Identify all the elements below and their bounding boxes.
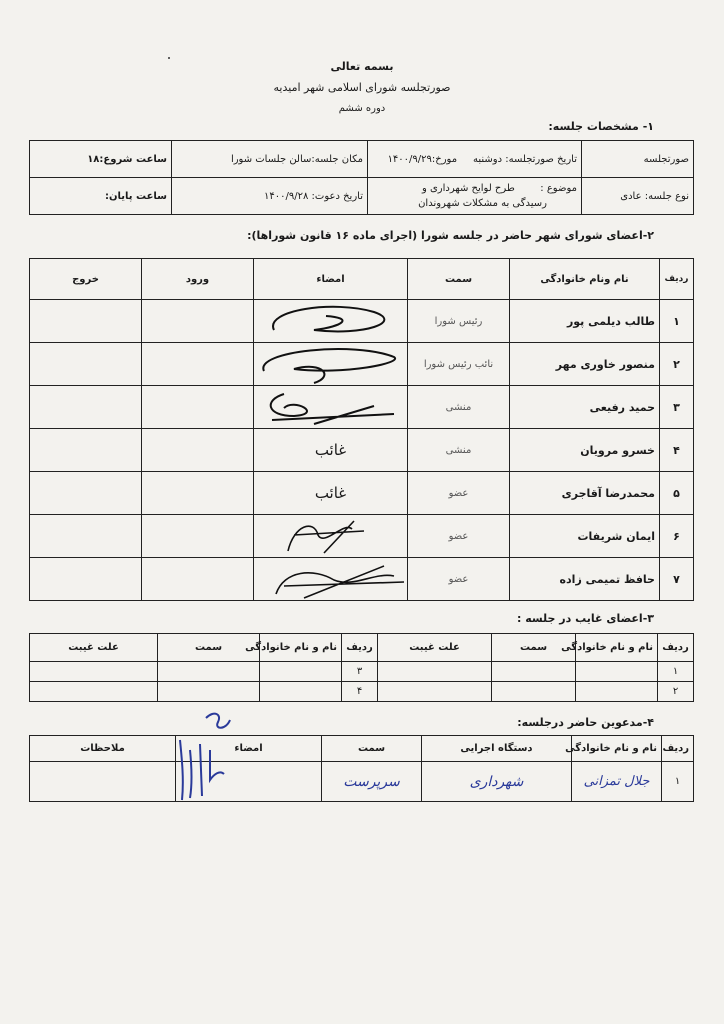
signature-drawing xyxy=(254,300,408,342)
member-row: ۷ حافظ تمیمی زاده عضو xyxy=(30,558,694,601)
absent-row: ۲ ۴ xyxy=(30,682,694,702)
section1-title: ۱- مشخصات جلسه: xyxy=(548,120,654,133)
header-bismillah: بسمه تعالی xyxy=(330,60,394,73)
col-signature: امضاء xyxy=(254,259,408,300)
session-info-table xyxy=(29,140,694,215)
subject-line2: رسیدگی به مشکلات شهروندان xyxy=(418,198,547,209)
session-end: ساعت پایان: xyxy=(30,178,172,215)
signature-cell xyxy=(254,515,408,558)
member-name: منصور خاوری مهر xyxy=(510,343,660,386)
member-row: ۵ محمدرضا آقاجری عضو غائب xyxy=(30,472,694,515)
member-position: منشی xyxy=(408,386,510,429)
guests-table: ردیف نام و نام خانوادگی دستگاه اجرایی سمت امضاء ملاحظات ۱ جلال تمزانی شهرداری سرپرست xyxy=(29,735,694,802)
member-position: عضو xyxy=(408,515,510,558)
signature-drawing xyxy=(254,343,408,385)
member-row: ۲ منصور خاوری مهر نائب رئیس شورا xyxy=(30,343,694,386)
section3-title: ۳-اعضای غایب در جلسه : xyxy=(516,612,654,625)
absent-row: ۱ ۳ xyxy=(30,662,694,682)
signature-drawing xyxy=(254,386,408,428)
signature-cell xyxy=(254,558,408,601)
member-name: طالب دیلمی پور xyxy=(510,300,660,343)
member-row: ۳ حمید رفیعی منشی xyxy=(30,386,694,429)
member-position: عضو xyxy=(408,558,510,601)
header-term: دوره ششم xyxy=(338,103,386,114)
session-place: مکان جلسه:سالن جلسات شورا xyxy=(172,141,368,178)
guest-row: ۱ جلال تمزانی شهرداری سرپرست xyxy=(30,762,694,802)
session-type: صورتجلسه xyxy=(582,141,694,178)
member-name: حافظ تمیمی زاده xyxy=(510,558,660,601)
signature-drawing xyxy=(254,558,408,600)
signature-cell xyxy=(254,343,408,386)
member-position: عضو xyxy=(408,472,510,515)
guest-signature-drawing xyxy=(170,700,240,810)
signature-cell xyxy=(254,300,408,343)
member-name: ایمان شریفات xyxy=(510,515,660,558)
session-dated: مورخ:۱۴۰۰/۹/۲۹ xyxy=(387,153,458,165)
session-date: تاریخ صورتجلسه: دوشنبه xyxy=(473,153,577,165)
member-name: خسرو مرویان xyxy=(510,429,660,472)
header-title: صورتجلسه شورای اسلامی شهر امیدیه xyxy=(273,81,451,94)
member-position: رئیس شورا xyxy=(408,300,510,343)
col-entry: ورود xyxy=(142,259,254,300)
member-row: ۱ طالب دیلمی پور رئیس شورا xyxy=(30,300,694,343)
scan-speck xyxy=(168,57,170,59)
subject-cell xyxy=(368,178,582,215)
invite-date: تاریخ دعوت: ۱۴۰۰/۹/۲۸ xyxy=(172,178,368,215)
members-table xyxy=(29,258,694,601)
absent-mark: غائب xyxy=(254,472,408,515)
guest-org: شهرداری xyxy=(422,762,572,802)
signature-cell xyxy=(254,386,408,429)
col-row: ردیف xyxy=(660,259,694,300)
absent-mark: غائب xyxy=(254,429,408,472)
session-start: ساعت شروع:۱۸ xyxy=(30,141,172,178)
col-position: سمت xyxy=(408,259,510,300)
absent-table: ردیف نام و نام خانوادگی سمت علت غیبت ردیف نام و نام خانوادگی سمت علت غیبت ۱ ۳ ۲ ۴ xyxy=(29,633,694,702)
guest-name: جلال تمزانی xyxy=(572,762,662,802)
section2-title: ۲-اعضای شورای شهر حاضر در جلسه شورا (اجرای ماده ۱۶ قانون شوراها): xyxy=(247,229,654,242)
member-name: حمید رفیعی xyxy=(510,386,660,429)
member-position: منشی xyxy=(408,429,510,472)
member-name: محمدرضا آقاجری xyxy=(510,472,660,515)
col-exit: خروج xyxy=(30,259,142,300)
member-row: ۶ ایمان شریفات عضو xyxy=(30,515,694,558)
member-position: نائب رئیس شورا xyxy=(408,343,510,386)
col-name: نام ونام خانوادگی xyxy=(510,259,660,300)
guest-position: سرپرست xyxy=(322,762,422,802)
member-row: ۴ خسرو مرویان منشی غائب xyxy=(30,429,694,472)
meeting-type: نوع جلسه: عادی xyxy=(582,178,694,215)
section4-title: ۴-مدعوین حاضر درجلسه: xyxy=(517,716,654,729)
subject-line1: طرح لوایح شهرداری و xyxy=(421,183,515,194)
session-date-cell xyxy=(368,141,582,178)
signature-drawing xyxy=(254,515,408,557)
subject-label: موضوع : xyxy=(540,183,577,194)
